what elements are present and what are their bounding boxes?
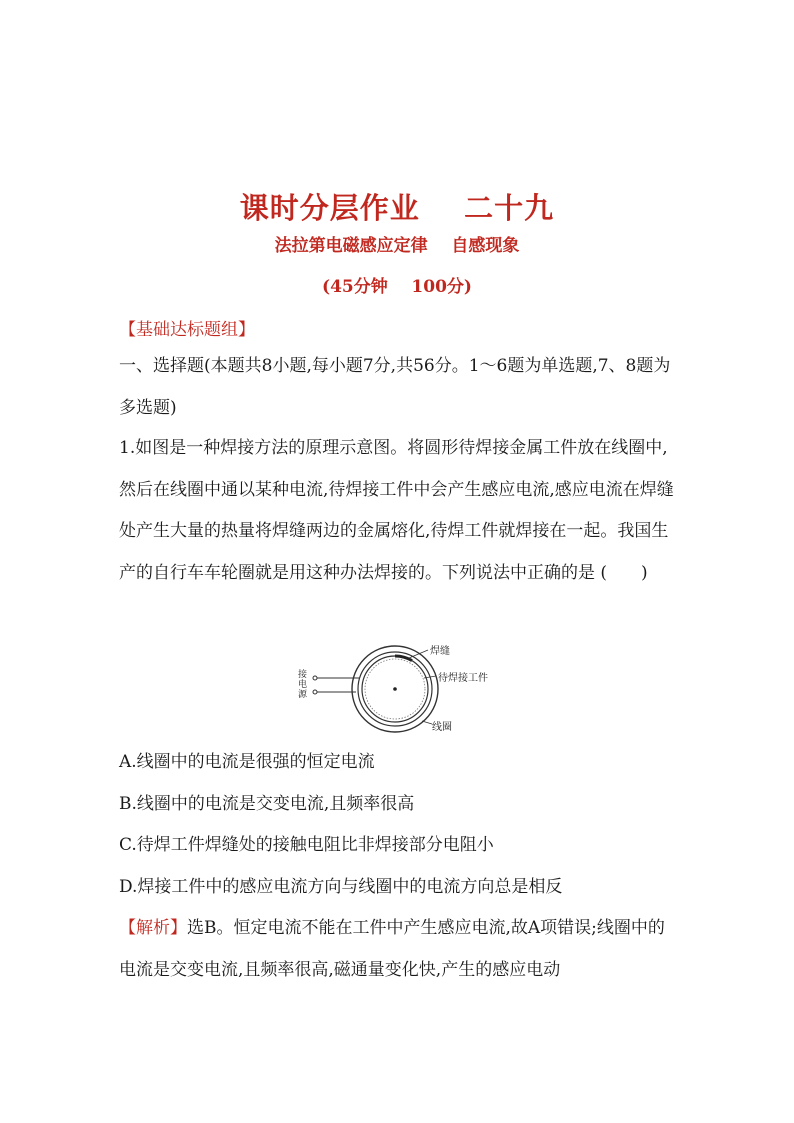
section-intro: 一、选择题(本题共8小题,每小题7分,共56分。1～6题为单选题,7、8题为多选题): [119, 356, 671, 418]
option-d: D.焊接工件中的感应电流方向与线圈中的电流方向总是相反: [119, 876, 563, 897]
page-subtitle: 法拉第电磁感应定律 自感现象: [274, 236, 520, 256]
section-heading: 【基础达标题组】: [119, 320, 255, 340]
question-stem: 1.如图是一种焊接方法的原理示意图。将圆形待焊接金属工件放在线圈中,然后在线圈中通以某种电流,待焊接工件中会产生感应电流,感应电流在焊缝处产生大量的热量将焊缝两边的金属熔化,待焊工件就焊接在一起。我国生产的自行车车轮圈就是用这种办法焊接的。下列说法中正确的是 ( ): [119, 438, 674, 583]
page-title: 课时分层作业 二十九: [239, 191, 555, 225]
label-coil: 线圈: [432, 722, 452, 733]
analysis-text: 选B。恒定电流不能在工件中产生感应电流,故A项错误;线圈中的电流是交变电流,且频率很高,磁通量变化快,产生的感应电动: [119, 918, 665, 980]
time-score-info: (45分钟 100分): [322, 277, 472, 297]
option-b: B.线圈中的电流是交变电流,且频率很高: [119, 793, 415, 814]
label-weld: 焊缝: [430, 646, 450, 657]
welding-diagram: [298, 636, 508, 736]
option-a: A.线圈中的电流是很强的恒定电流: [119, 752, 375, 772]
analysis-block: [119, 908, 679, 991]
label-source: 接电源: [298, 670, 308, 700]
center-dot: [393, 687, 397, 691]
label-workpiece: 待焊接工件: [438, 673, 488, 684]
analysis-tag: 【解析】: [119, 918, 187, 938]
option-list: [119, 742, 562, 908]
weld-seam: [395, 656, 412, 661]
option-c: C.待焊工件焊缝处的接触电阻比非焊接部分电阻小: [119, 835, 494, 855]
